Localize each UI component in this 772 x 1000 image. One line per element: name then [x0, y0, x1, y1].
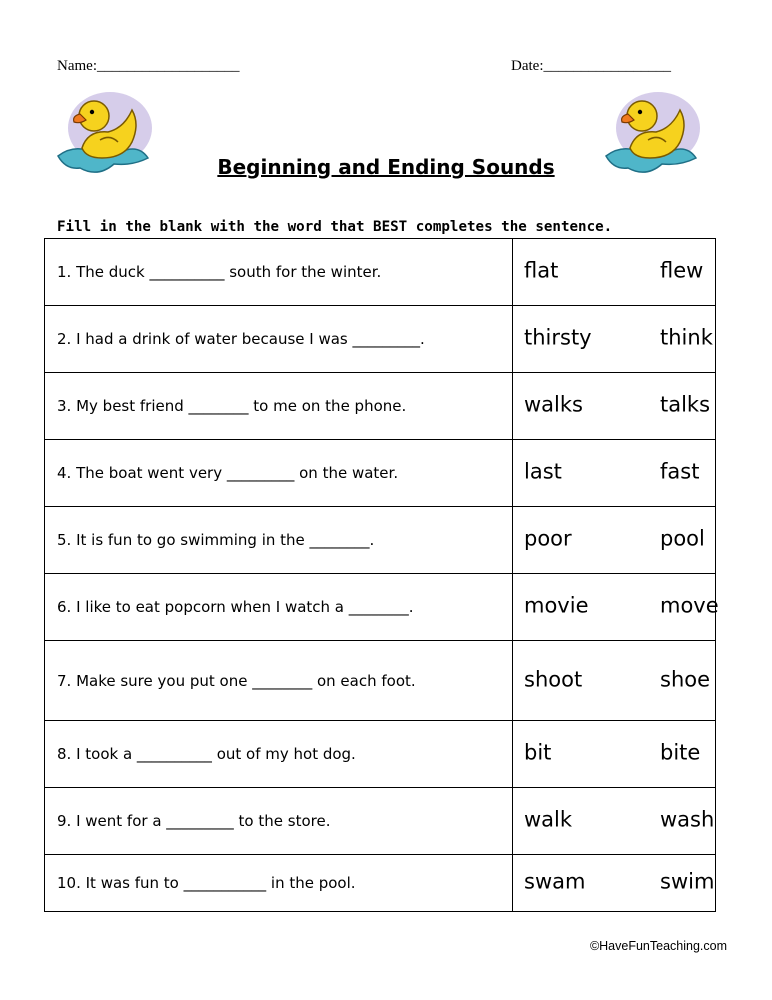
table-row	[45, 239, 716, 306]
choices-cell	[513, 507, 716, 574]
sentence-cell: 2. I had a drink of water because I was _________.	[45, 306, 513, 373]
word-choice-a[interactable]: walks	[524, 392, 583, 417]
choices-cell	[513, 574, 719, 641]
word-choice-b[interactable]: shoe	[660, 667, 711, 692]
word-choice-a[interactable]: flat	[524, 258, 559, 283]
sentence-cell: 10. It was fun to ___________ in the pool.	[45, 855, 513, 912]
word-choice-a[interactable]: poor	[524, 526, 572, 551]
word-choice-b[interactable]: move	[660, 593, 719, 618]
table-row	[45, 788, 716, 855]
instructions: Fill in the blank with the word that BEST completes the sentence.	[57, 219, 613, 235]
copyright-text: ©HaveFunTeaching.com	[589, 939, 727, 953]
table-row	[45, 440, 716, 507]
page-title: Beginning and Ending Sounds	[217, 155, 555, 179]
name-field-line[interactable]: Name:___________________	[57, 58, 240, 74]
sentence-cell: 8. I took a __________ out of my hot dog.	[45, 721, 513, 788]
sentence-cell: 6. I like to eat popcorn when I watch a ________.	[45, 574, 513, 641]
table-row	[45, 855, 716, 912]
worksheet-table	[44, 238, 719, 912]
choices-cell	[513, 855, 716, 912]
choices-cell	[513, 440, 716, 507]
word-choice-b[interactable]: talks	[660, 392, 711, 417]
table-row	[45, 306, 716, 373]
word-choice-b[interactable]: think	[660, 325, 713, 350]
table-row	[45, 373, 716, 440]
choices-cell	[513, 373, 716, 440]
word-choice-a[interactable]: walk	[524, 807, 573, 832]
sentence-cell: 7. Make sure you put one ________ on each foot.	[45, 641, 513, 721]
date-field-line[interactable]: Date:_________________	[511, 58, 671, 74]
word-choice-b[interactable]: flew	[660, 258, 704, 283]
table-row	[45, 507, 716, 574]
word-choice-a[interactable]: movie	[524, 593, 589, 618]
word-choice-b[interactable]: fast	[660, 459, 700, 484]
sentence-cell: 1. The duck __________ south for the winter.	[45, 239, 513, 306]
word-choice-b[interactable]: bite	[660, 740, 701, 765]
table-row	[45, 721, 716, 788]
choices-cell	[513, 641, 716, 721]
word-choice-a[interactable]: last	[524, 459, 562, 484]
word-choice-a[interactable]: thirsty	[524, 325, 592, 350]
word-choice-a[interactable]: shoot	[524, 667, 583, 692]
sentence-cell: 4. The boat went very _________ on the water.	[45, 440, 513, 507]
word-choice-b[interactable]: swim	[660, 869, 715, 894]
choices-cell	[513, 306, 716, 373]
choices-cell	[513, 721, 716, 788]
sentence-cell: 3. My best friend ________ to me on the phone.	[45, 373, 513, 440]
word-choice-a[interactable]: swam	[524, 869, 586, 894]
sentence-cell: 9. I went for a _________ to the store.	[45, 788, 513, 855]
table-row	[45, 641, 716, 721]
table-row	[45, 574, 716, 641]
word-choice-b[interactable]: wash	[660, 807, 715, 832]
choices-cell	[513, 239, 716, 306]
sentence-cell: 5. It is fun to go swimming in the ________.	[45, 507, 513, 574]
choices-cell	[513, 788, 716, 855]
word-choice-a[interactable]: bit	[524, 740, 552, 765]
word-choice-b[interactable]: pool	[660, 526, 705, 551]
